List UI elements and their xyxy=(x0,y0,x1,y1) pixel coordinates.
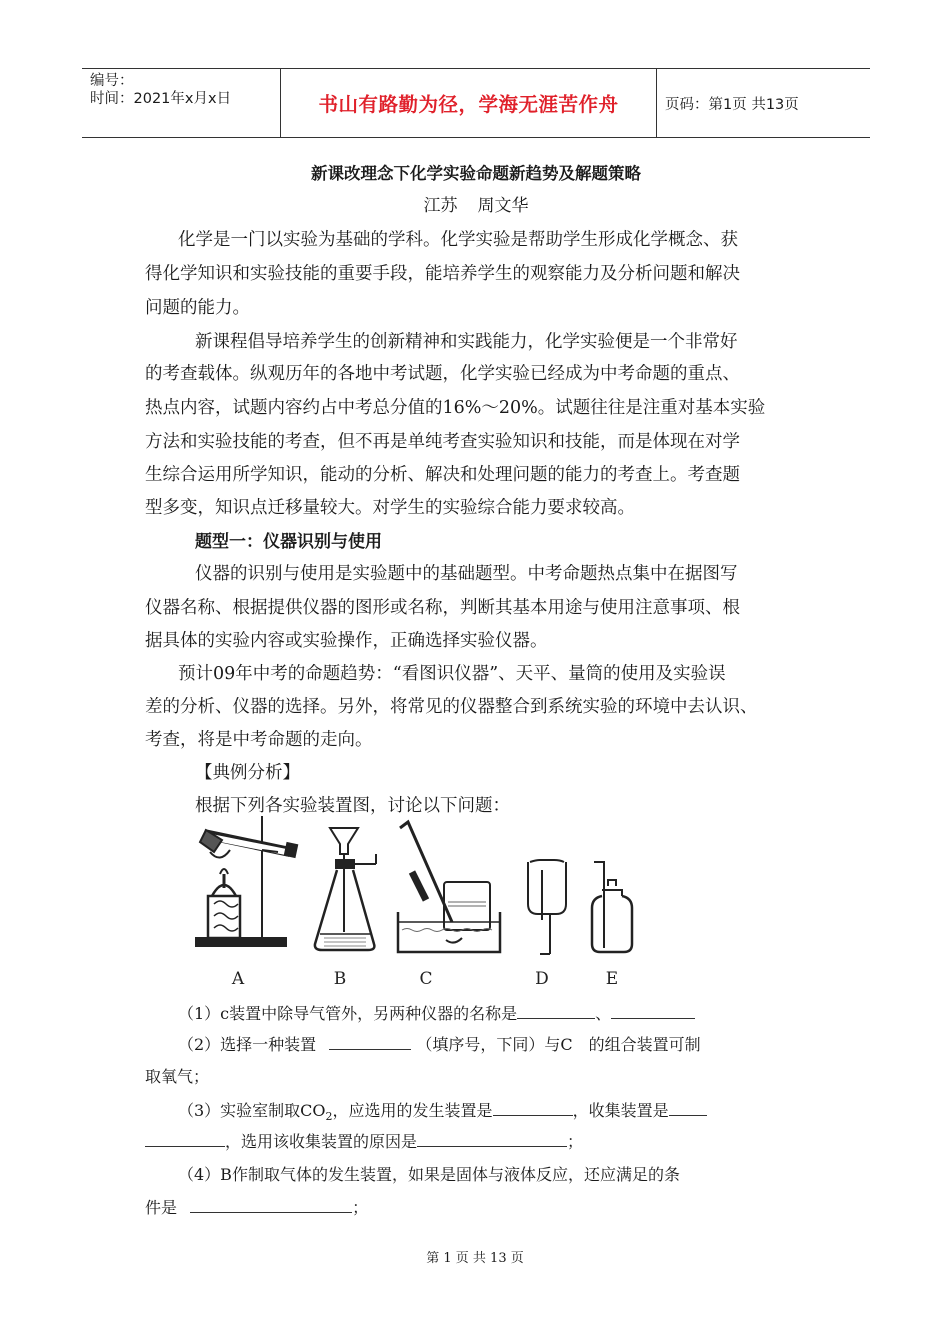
paragraph-line: 预计09年中考的命题趋势：“看图识仪器”、天平、量筒的使用及实验误 xyxy=(178,664,726,684)
paragraph-line: 新课程倡导培养学生的创新精神和实践能力，化学实验便是一个非常好 xyxy=(195,332,738,352)
paragraph-line: 得化学知识和实验技能的重要手段，能培养学生的观察能力及分析问题和解决 xyxy=(145,264,740,284)
question-3: （3）实验室制取$CO_2$，应选用的发生装置是 ，收集装置是 xyxy=(178,1098,707,1123)
answer-blank[interactable] xyxy=(145,1132,225,1147)
apparatus-c xyxy=(398,822,500,952)
author-region: 江苏 xyxy=(423,196,458,216)
figure-label-c: C xyxy=(419,969,433,989)
paragraph-line: 问题的能力。 xyxy=(145,298,250,318)
answer-blank[interactable] xyxy=(329,1035,411,1050)
author-name: 周文华 xyxy=(477,196,529,216)
paragraph-line: 热点内容，试题内容约占中考总分值的16%～20%。试题往往是注重对基本实验 xyxy=(145,398,766,418)
question-3-cont: ，选用该收集装置的原因是 ； xyxy=(145,1129,583,1152)
figure-label-b: B xyxy=(333,969,347,989)
document-title: 新课改理念下化学实验命题新趋势及解题策略 xyxy=(311,164,641,183)
figure-label-d: D xyxy=(535,969,549,989)
figure-label-a: A xyxy=(231,969,245,989)
apparatus-b xyxy=(315,828,376,950)
header-page-info: 页码：第1页 共13页 xyxy=(665,96,799,113)
doc-date: 时间：2021年x月x日 xyxy=(90,91,232,107)
example-intro: 根据下列各实验装置图，讨论以下问题： xyxy=(195,796,510,816)
paragraph-line: 差的分析、仪器的选择。另外，将常见的仪器整合到系统实验的环境中去认识、 xyxy=(145,697,758,717)
section-heading: 题型一：仪器识别与使用 xyxy=(195,532,382,552)
page-footer: 第 1 页 共 13 页 xyxy=(426,1251,524,1266)
apparatus-e xyxy=(592,862,632,952)
answer-blank[interactable] xyxy=(417,1132,567,1147)
header-divider xyxy=(280,69,281,137)
question-1: （1）c装置中除导气管外，另两种仪器的名称是 、 xyxy=(178,1001,695,1024)
apparatus-a xyxy=(196,816,297,946)
answer-blank[interactable] xyxy=(493,1101,573,1116)
author-line xyxy=(82,191,870,216)
apparatus-figure xyxy=(190,812,650,992)
figure-label-e: E xyxy=(605,969,619,989)
paragraph-line: 型多变，知识点迁移量较大。对学生的实验综合能力要求较高。 xyxy=(145,498,635,518)
question-2-cont: 取氧气； xyxy=(145,1067,210,1086)
header-table xyxy=(82,68,870,138)
header-meta xyxy=(90,72,231,108)
paragraph-line: 的考查载体。纵观历年的各地中考试题，化学实验已经成为中考命题的重点、 xyxy=(145,364,740,384)
answer-blank[interactable] xyxy=(190,1198,352,1213)
doc-number-label: 编号： xyxy=(90,73,134,89)
paragraph-line: 化学是一门以实验为基础的学科。化学实验是帮助学生形成化学概念、获 xyxy=(178,230,738,250)
header-divider xyxy=(656,69,657,137)
paragraph-line: 生综合运用所学知识，能动的分析、解决和处理问题的能力的考查上。考查题 xyxy=(145,465,740,485)
answer-blank[interactable] xyxy=(611,1004,695,1019)
question-4: （4）B作制取气体的发生装置，如果是固体与液体反应，还应满足的条 xyxy=(178,1165,680,1184)
paragraph-line: 据具体的实验内容或实验操作，正确选择实验仪器。 xyxy=(145,631,548,651)
answer-blank[interactable] xyxy=(517,1004,595,1019)
paragraph-line: 方法和实验技能的考查，但不再是单纯考查实验知识和技能，而是体现在对学 xyxy=(145,432,740,452)
answer-blank[interactable] xyxy=(669,1101,707,1116)
example-label: 【典例分析】 xyxy=(195,763,300,783)
apparatus-d xyxy=(528,860,566,954)
paragraph-line: 仪器的识别与使用是实验题中的基础题型。中考命题热点集中在据图写 xyxy=(195,564,738,584)
question-2: （2）选择一种装置 （填序号，下同）与C 的组合装置可制 xyxy=(178,1035,701,1054)
paragraph-line: 仪器名称、根据提供仪器的图形或名称，判断其基本用途与使用注意事项、根 xyxy=(145,598,740,618)
header-motto: 书山有路勤为径，学海无涯苦作舟 xyxy=(318,93,619,116)
question-4-cont: 件是 ； xyxy=(145,1198,369,1217)
paragraph-line: 考查，将是中考命题的走向。 xyxy=(145,730,373,750)
